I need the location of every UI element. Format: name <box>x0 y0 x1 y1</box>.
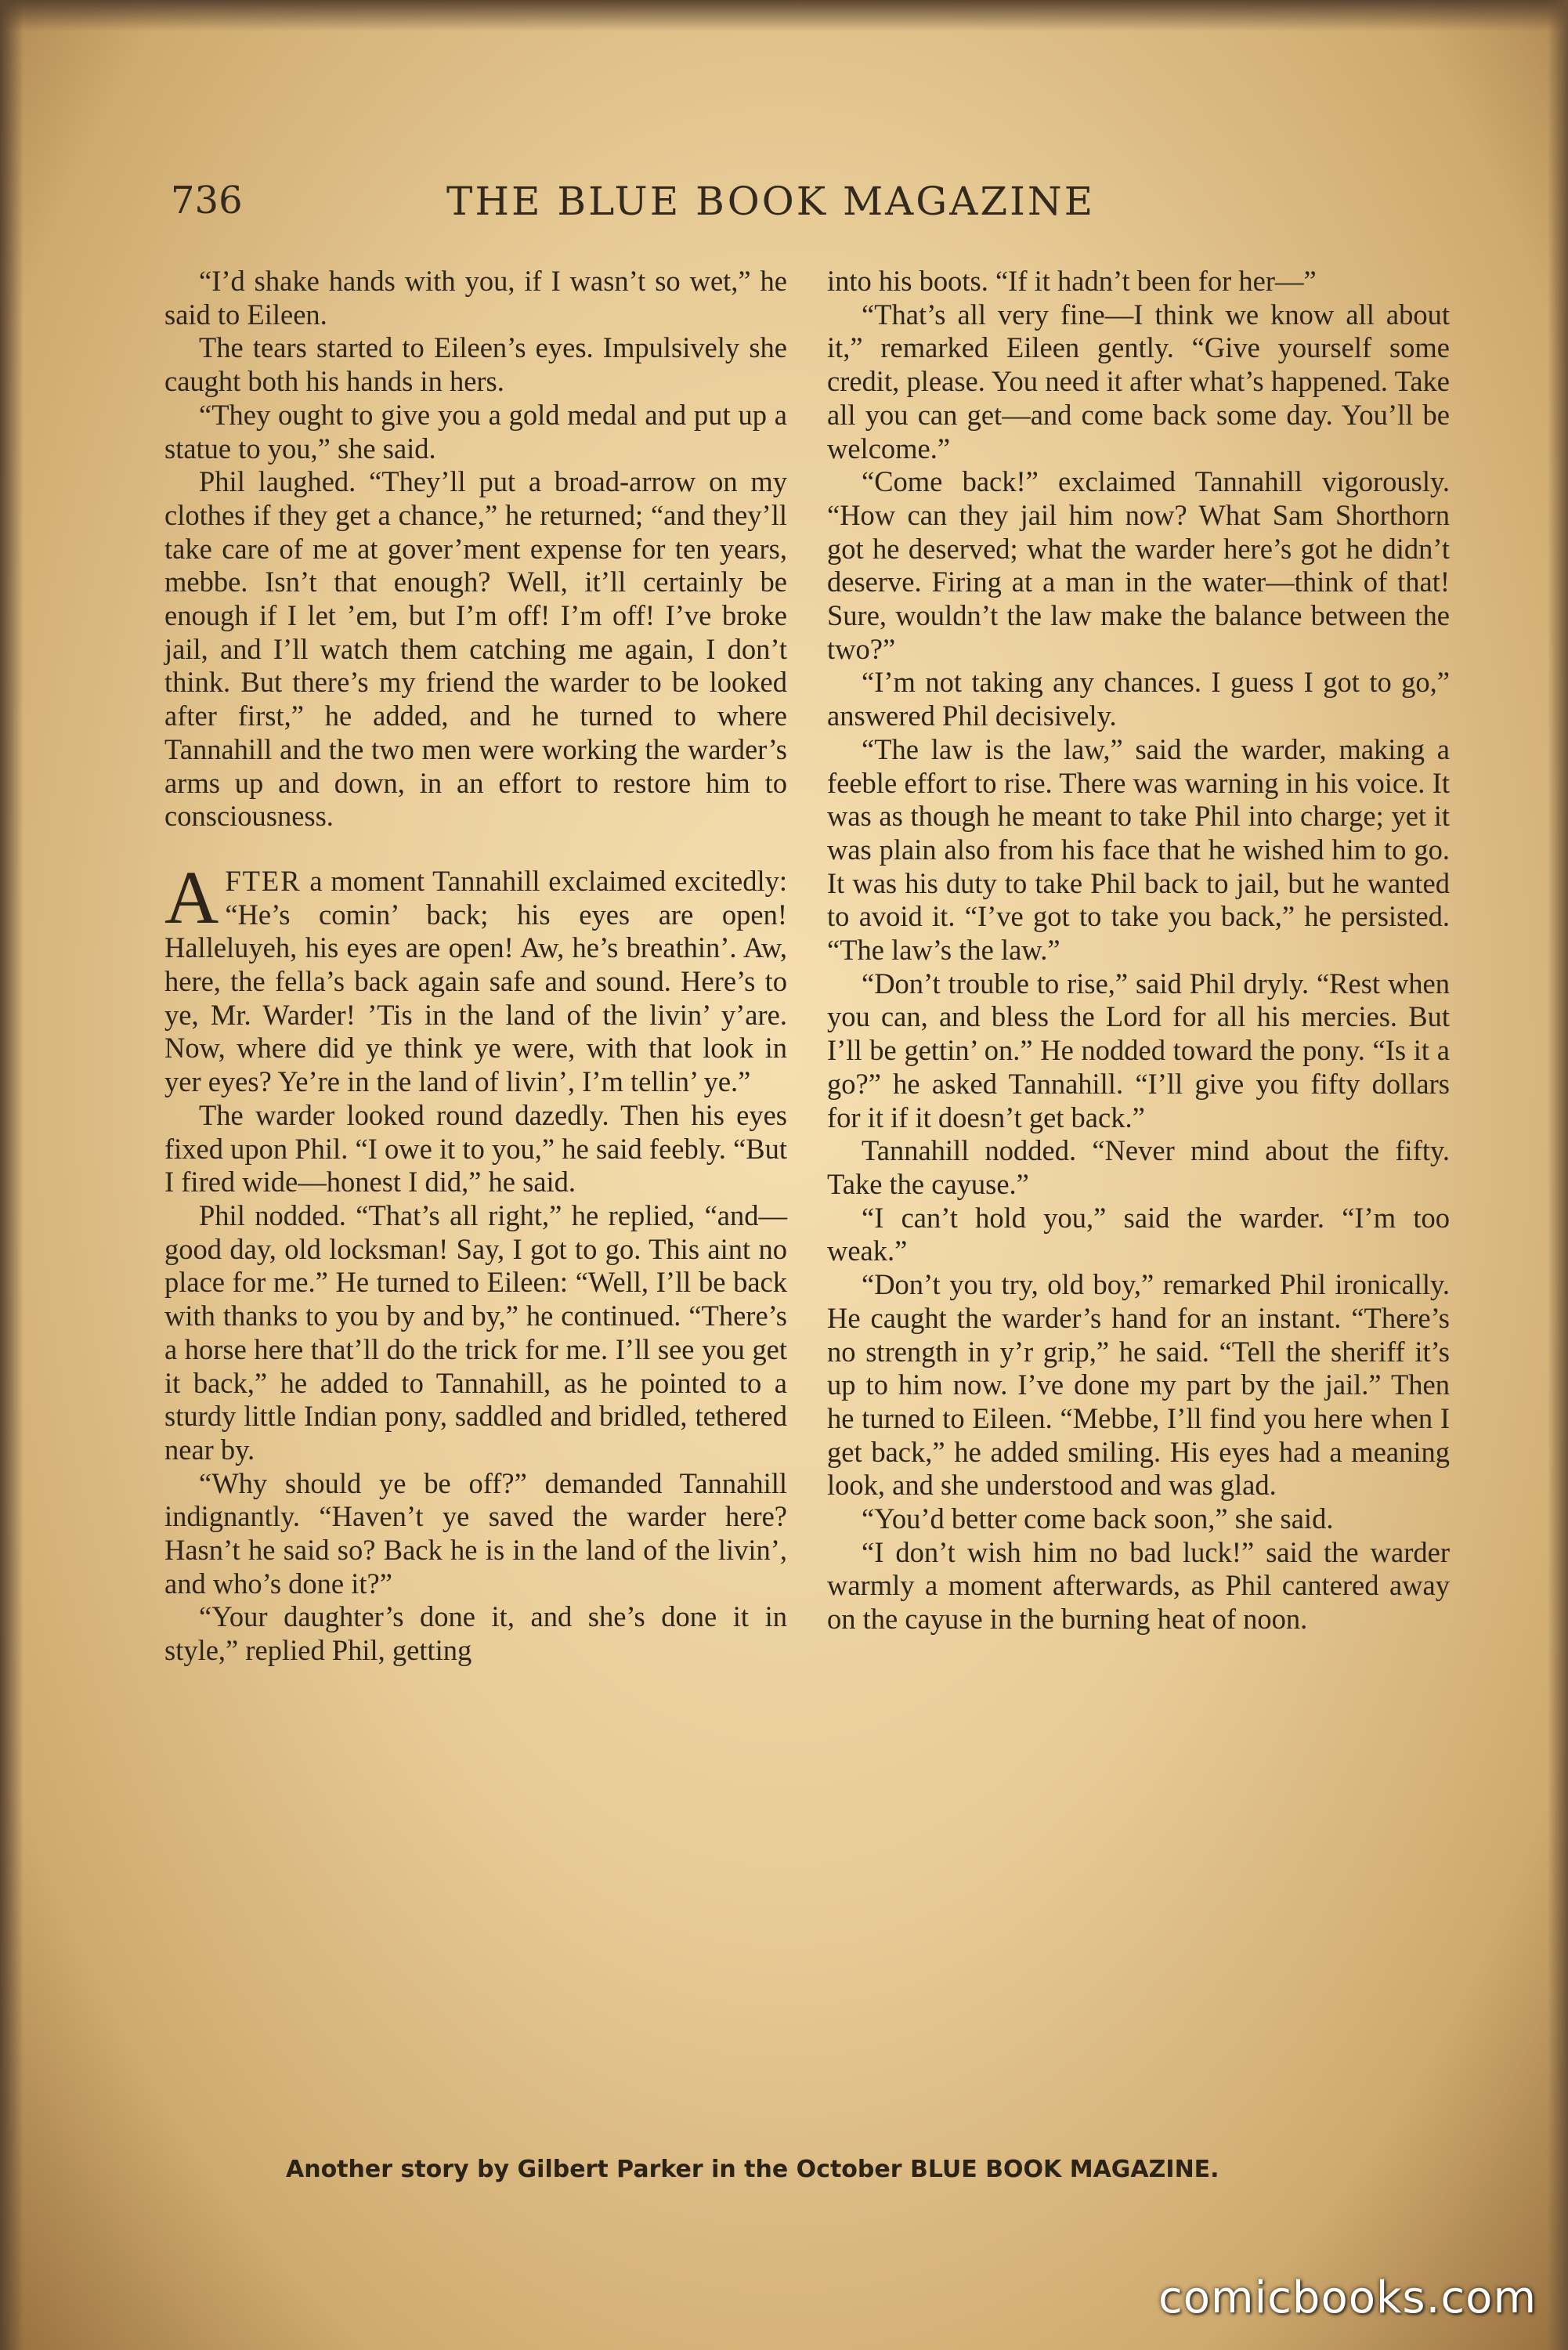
paragraph: “Your daughter’s done it, and she’s done it in style,” replied Phil, getting <box>164 1600 787 1667</box>
drop-cap: A <box>164 855 219 939</box>
paragraph: “Don’t you try, old boy,” remarked Phil ironically. He caught the warder’s hand for an instant. “There’s no strength in y’r grip,” he said. “Tell the sheriff it’s up to him now. I’ve done my part by the jail.” Then he turned to Eileen. “Mebbe, I’ll find you here when I get back,” he added smiling. His eyes had a meaning look, and she understood and was glad. <box>827 1268 1450 1502</box>
paragraph-continued: into his boots. “If it hadn’t been for her—” <box>827 265 1317 297</box>
running-header <box>171 179 1487 241</box>
magazine-title: THE BLUE BOOK MAGAZINE <box>446 179 1096 224</box>
paragraph: The tears started to Eileen’s eyes. Impulsively she caught both his hands in hers. <box>164 331 787 398</box>
page-number: 736 <box>171 179 243 222</box>
footer-announcement: Another story by Gilbert Parker in the October BLUE BOOK MAGAZINE. <box>286 2156 1219 2183</box>
page-edge-shadow-left <box>0 0 23 2350</box>
paragraph: “They ought to give you a gold medal and put up a statue to you,” she said. <box>164 398 787 465</box>
page-edge-shadow-top <box>0 0 1568 31</box>
paragraph: Tannahill nodded. “Never mind about the fifty. Take the cayuse.” <box>827 1134 1450 1200</box>
page-edge-shadow-right <box>1548 0 1568 2350</box>
paragraph: “I’d shake hands with you, if I wasn’t so wet,” he said to Eileen. <box>164 265 787 331</box>
paragraph: “I’m not taking any chances. I guess I got to go,” answered Phil decisively. <box>827 666 1450 732</box>
paragraph: “Why should ye be off?” demanded Tannahill indignantly. “Haven’t ye saved the warder here? Hasn’t he said so? Back he is in the land of the livin’, and who’s done it?” <box>164 1466 787 1600</box>
paragraph: Phil laughed. “They’ll put a broad-arrow on my clothes if they get a chance,” he returned; “and they’ll take care of me at gover’ment expense for ten years, mebbe. Isn’t that enough? Well, it’ll certainly be enough if I let ’em, but I’m off! I’m off! I’ve broke jail, and I’ll watch them catching me again, I don’t think. But there’s my friend the warder to be looked after first,” he added, and he turned to where Tannahill and the two men were working the warder’s arms up and down, in an effort to restore him to consciousness. <box>164 465 787 833</box>
paragraph: “Don’t trouble to rise,” said Phil dryly. “Rest when you can, and bless the Lord for all his mercies. But I’ll be gettin’ on.” He nodded toward the pony. “Is it a go?” he asked Tannahill. “I’ll give you fifty dollars for it if it doesn’t get back.” <box>827 967 1450 1133</box>
text-column-right <box>827 265 1450 1636</box>
paragraph: “The law is the law,” said the warder, making a feeble effort to rise. There was warning in his voice. It was as though he meant to take Phil into charge; yet it was plain also from his face that he wished him to go. It was his duty to take Phil back to jail, but he wanted to avoid it. “I’ve got to take you back,” he persisted. “The law’s the law.” <box>827 732 1450 967</box>
paragraph: “You’d better come back soon,” she said. <box>862 1502 1334 1535</box>
paragraph-text: a moment Tannahill exclaimed excitedly: “He’s comin’ back; his eyes are open! Halleluyeh, his eyes are open! Aw, he’s breathin’. Aw, here, the fella’s back again safe and sound. Here’s to ye, Mr. Warder! ’Tis in the land of the livin’ y’are. Now, where did ye think ye were, with that look in yer eyes? Ye’re in the land of livin’, I’m tellin’ ye.” <box>164 864 787 1098</box>
paragraph: The warder looked round dazedly. Then his eyes fixed upon Phil. “I owe it to you,” he said feebly. “But I fired wide—honest I did,” he said. <box>164 1098 787 1198</box>
paragraph: “Come back!” exclaimed Tannahill vigorously. “How can they jail him now? What Sam Shorthorn got he deserved; what the warder here’s got he didn’t deserve. Firing at a man in the water—think of that! Sure, wouldn’t the law make the balance between the two?” <box>827 465 1450 665</box>
paragraph: “I can’t hold you,” said the warder. “I’m too weak.” <box>827 1201 1450 1267</box>
section-opening-paragraph <box>164 855 787 1099</box>
site-watermark: comicbooks.com <box>1158 2272 1537 2323</box>
paragraph: Phil nodded. “That’s all right,” he replied, “and—good day, old locksman! Say, I got to go. This aint no place for me.” He turned to Eileen: “Well, I’ll be back with thanks to you by and by,” he continued. “There’s a horse here that’ll do the trick for me. I’ll see you get it back,” he added to Tannahill, as he pointed to a sturdy little Indian pony, saddled and bridled, tethered near by. <box>164 1198 787 1466</box>
paragraph: “That’s all very fine—I think we know all about it,” remarked Eileen gently. “Give yourself some credit, please. You need it after what’s happened. Take all you can get—and come back some day. You’ll be welcome.” <box>827 298 1450 465</box>
small-caps-lead: FTER <box>225 864 302 897</box>
paragraph: “I don’t wish him no bad luck!” said the warder warmly a moment afterwards, as Phil cantered away on the cayuse in the burning heat of noon. <box>827 1535 1450 1636</box>
text-column-left <box>164 265 787 1668</box>
